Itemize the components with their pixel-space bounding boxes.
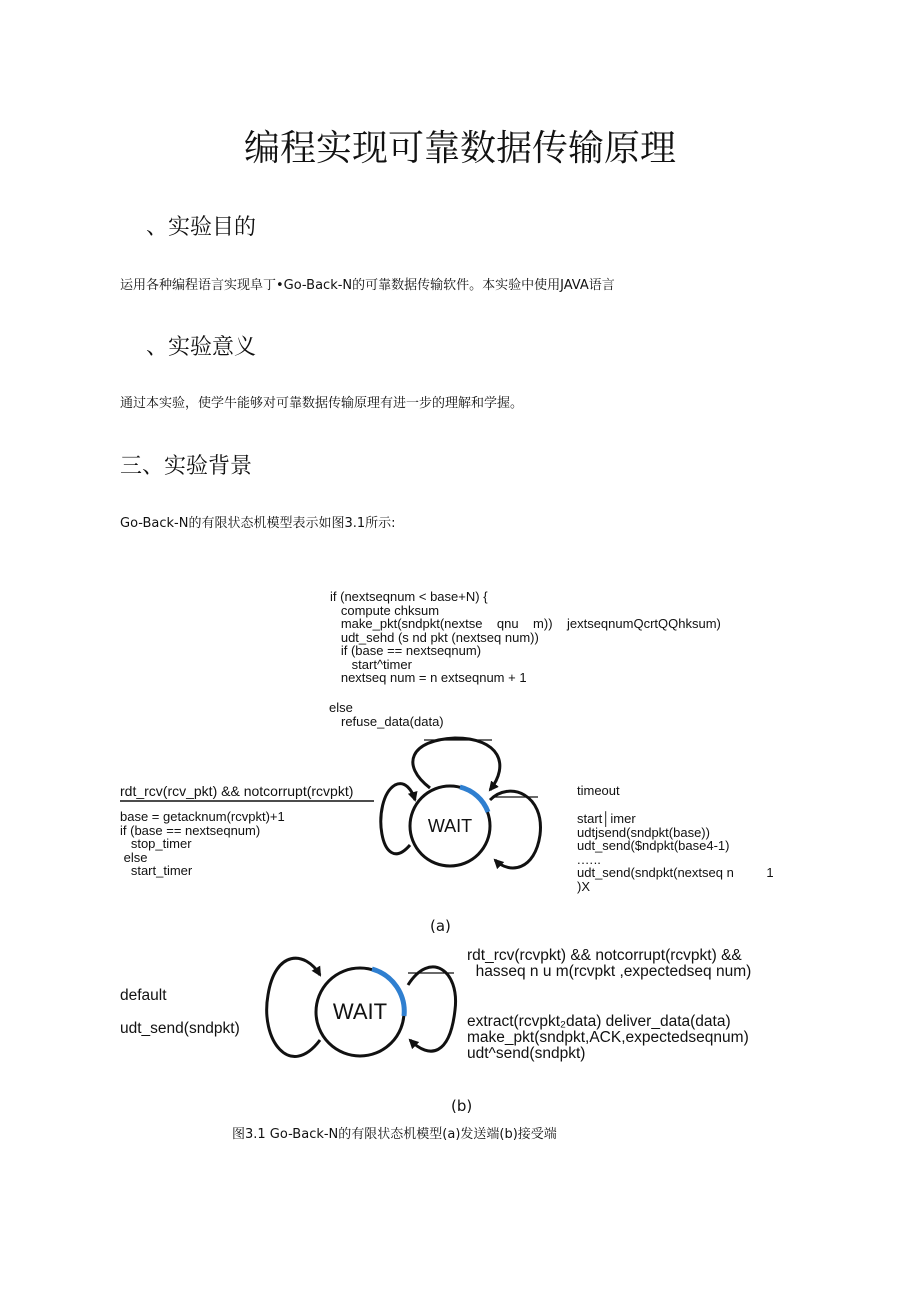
code-line: udt_sehd (s nd pkt (nextseq num)) — [330, 629, 539, 645]
section-body-background: Go-Back-N的有限状态机模型表示如图3.1所示: — [120, 516, 396, 531]
sender-wait-label: WAIT — [427, 816, 473, 836]
figure-caption: 图3.1 Go-Back-N的有限状态机模型(a)发送端(b)接受端 — [232, 1127, 557, 1142]
code-line: make_pkt(sndpkt(nextse qnu m)) jextseqnumQcrtQQhksum) — [330, 616, 721, 631]
page-title: 编程实现可靠数据传输原理 — [243, 128, 676, 169]
default-loop-arrow — [267, 958, 320, 1056]
code-line: start_timer — [120, 863, 193, 878]
code-line: nextseq num = n extseqnum + 1 — [330, 670, 527, 685]
code-line: make_pkt(sndpkt,ACK,expectedseqnum) — [467, 1029, 749, 1046]
section-heading-background: 三、实验背景 — [120, 454, 253, 479]
else-label: else — [329, 700, 353, 715]
code-line: start│imer — [577, 811, 636, 826]
code-line: )X — [577, 878, 590, 894]
rcv-ack-condition: rdt_rcv(rcv_pkt) && notcorrupt(rcvpkt) — [120, 783, 354, 799]
code-line: hasseq n u m(rcvpkt ,expectedseq num) — [467, 963, 752, 980]
code-line: if (base == nextseqnum) — [330, 643, 482, 658]
code-line: extract(rcvpkt₂data) deliver_data(data) — [467, 1013, 731, 1030]
figure-b-label: (b) — [451, 1097, 473, 1115]
deliver-loop-arrow — [408, 967, 456, 1051]
send-data-loop-arrow — [413, 738, 500, 790]
code-line: rdt_rcv(rcvpkt) && notcorrupt(rcvpkt) && — [467, 947, 742, 964]
section-heading-significance: 、实验意义 — [146, 335, 257, 360]
default-condition: default — [120, 987, 167, 1004]
code-line: udt_send(sndpkt(nextseq n 1 — [577, 865, 774, 880]
code-line: stop_timer — [120, 836, 192, 851]
section-body-purpose: 运用各种编程语言实现阜丁•Go-Back-N的可靠数据传输软件。本实验中使用JAVA语言 — [120, 278, 615, 293]
figure-a-label: (a) — [430, 917, 451, 935]
code-line: base = getacknum(rcvpkt)+1 — [120, 809, 285, 824]
timeout-loop-arrow — [490, 791, 540, 868]
receiver-condition — [467, 948, 751, 980]
code-line: if (base == nextseqnum) — [120, 822, 261, 838]
receiver-action — [467, 1014, 749, 1062]
receiver-wait-label: WAIT — [332, 999, 388, 1024]
code-line: else — [120, 849, 148, 865]
refuse-data-action: refuse_data(data) — [341, 714, 444, 729]
code-line: udt_send($ndpkt(base4-1) — [577, 838, 730, 853]
code-line: .….. — [577, 851, 601, 867]
timeout-condition: timeout — [577, 783, 620, 798]
code-line: udtjsend(sndpkt(base)) — [577, 824, 710, 840]
code-line: compute chksum — [330, 602, 440, 618]
section-body-significance: 通过本实验，使学牛能够对可靠数据传输原理有进一步的理解和学握。 — [120, 396, 524, 411]
code-line: start^timer — [330, 656, 412, 672]
section-heading-purpose: 、实验目的 — [146, 215, 257, 240]
code-line: if (nextseqnum < base+N) { — [330, 589, 488, 604]
code-line: udt^send(sndpkt) — [467, 1045, 586, 1062]
default-action: udt_send(sndpkt) — [120, 1020, 240, 1037]
